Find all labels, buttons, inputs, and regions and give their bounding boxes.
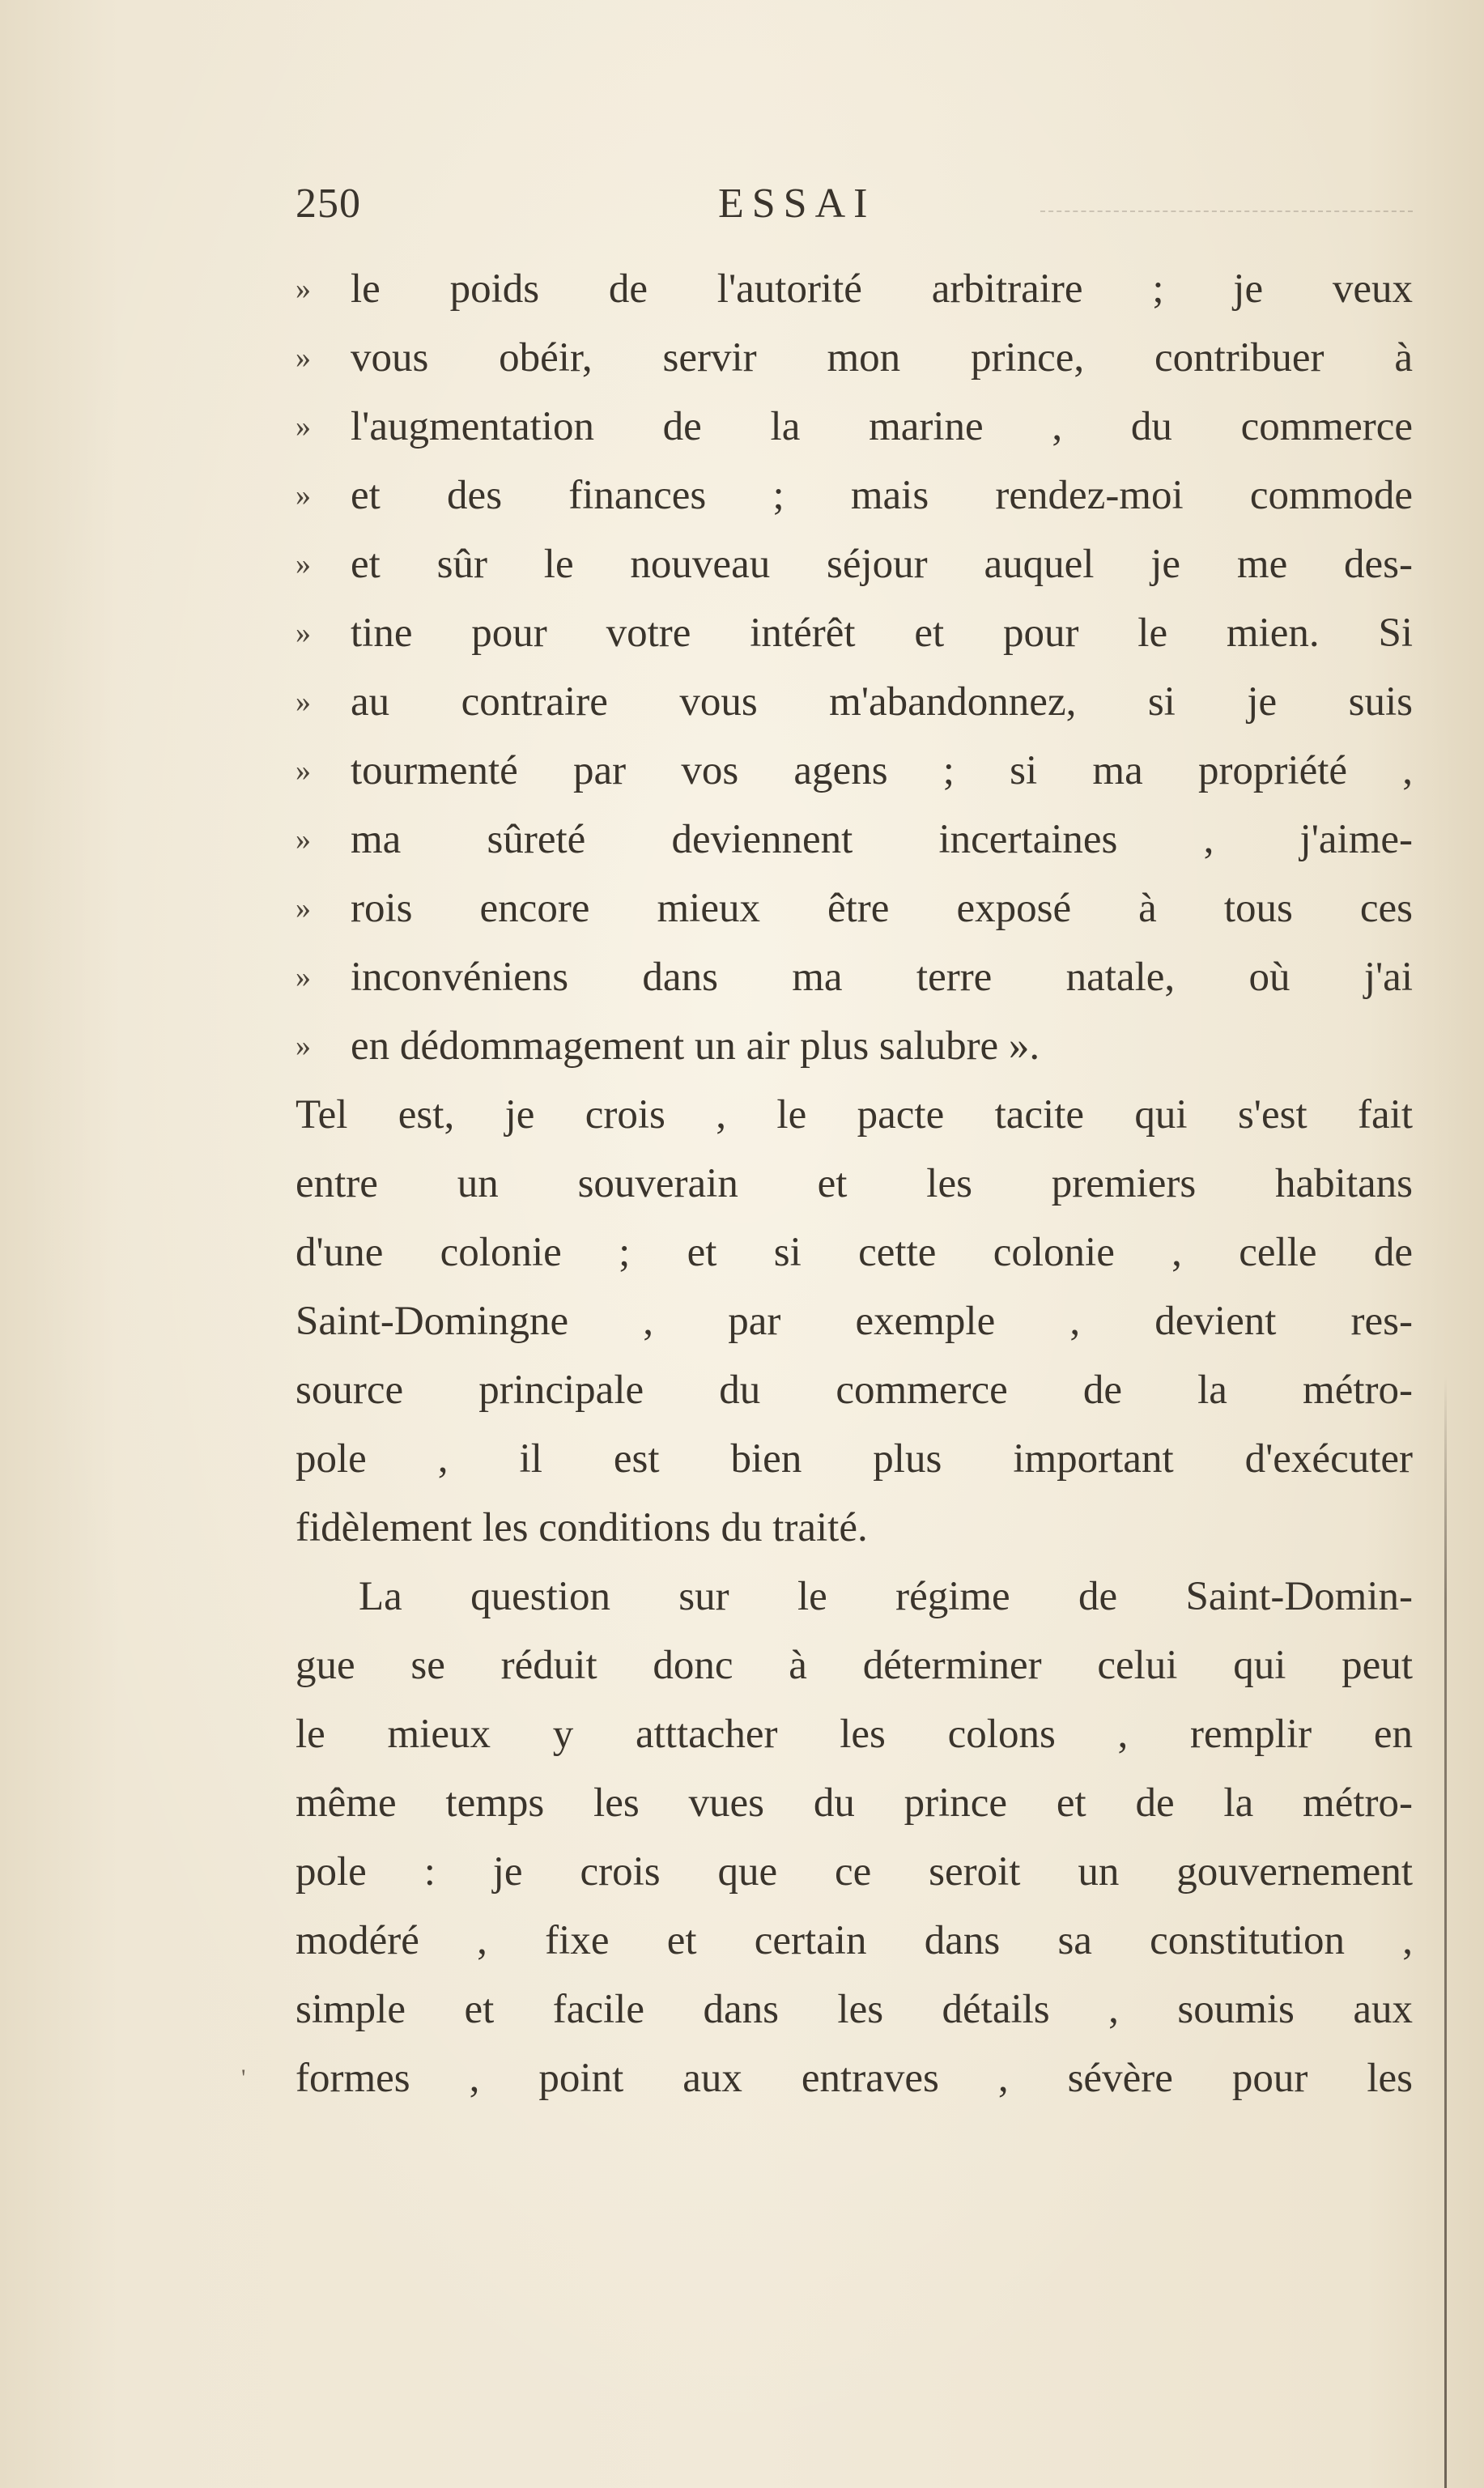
quote-mark: » (296, 341, 311, 375)
text-line (296, 324, 1413, 393)
text-line (296, 599, 1413, 668)
quote-mark: » (296, 754, 311, 788)
text-line (296, 461, 1413, 530)
quote-mark: » (296, 960, 311, 994)
text-line: le mieux y atttacher les colons , remplir en (296, 1712, 1413, 1757)
line-text: vous obéir, servir mon prince, contribuer à (351, 335, 1413, 381)
quote-mark: » (296, 547, 311, 581)
text-line: simple et facile dans les détails , soumis aux (296, 1987, 1413, 2032)
text-line: même temps les vues du prince et de la métro- (296, 1780, 1413, 1826)
quote-mark: » (296, 823, 311, 857)
text-line (296, 255, 1413, 324)
text-line: pole : je crois que ce seroit un gouvernement (296, 1849, 1413, 1895)
text-line: source principale du commerce de la métro- (296, 1367, 1413, 1413)
quote-mark: » (296, 685, 311, 719)
text-line (296, 668, 1413, 737)
quote-mark: » (296, 891, 311, 925)
text-line: fidèlement les conditions du traité. (296, 1505, 868, 1550)
line-text: rois encore mieux être exposé à tous ces (351, 886, 1413, 931)
text-line: d'une colonie ; et si cette colonie , celle de (296, 1230, 1413, 1275)
line-text: ma sûreté deviennent incertaines , j'aime- (351, 817, 1413, 862)
text-line: modéré , fixe et certain dans sa constitution , (296, 1918, 1413, 1963)
page-number: 250 (296, 181, 361, 227)
line-text: et sûr le nouveau séjour auquel je me des- (351, 542, 1413, 587)
header-rule (1040, 211, 1413, 212)
running-title: ESSAI (718, 181, 876, 227)
text-line: pole , il est bien plus important d'exécuter (296, 1436, 1413, 1482)
text-line: Tel est, je crois , le pacte tacite qui s'est fait (296, 1092, 1413, 1138)
body-text (296, 255, 1413, 2113)
page-header (296, 180, 1413, 245)
quote-mark: » (296, 410, 311, 444)
quote-mark: » (296, 1029, 311, 1063)
page-edge-shadow (1444, 1376, 1447, 2488)
margin-mark: ' (241, 2065, 246, 2091)
text-line: entre un souverain et les premiers habitans (296, 1161, 1413, 1206)
line-text: en dédommagement un air plus salubre ». (351, 1023, 1040, 1069)
text-line (296, 874, 1413, 943)
text-line: formes , point aux entraves , sévère pour les (296, 2056, 1413, 2101)
text-line: La question sur le régime de Saint-Domin- (359, 1574, 1413, 1619)
line-text: le poids de l'autorité arbitraire ; je veux (351, 266, 1413, 312)
text-line (296, 393, 1413, 461)
line-text: et des finances ; mais rendez-moi commode (351, 473, 1413, 518)
line-text: au contraire vous m'abandonnez, si je suis (351, 679, 1413, 725)
text-line (296, 943, 1413, 1012)
line-text: inconvéniens dans ma terre natale, où j'ai (351, 955, 1413, 1000)
text-line: Saint-Domingne , par exemple , devient res- (296, 1299, 1413, 1344)
line-text: tourmenté par vos agens ; si ma propriété , (351, 748, 1413, 793)
text-line (296, 737, 1413, 806)
text-line (296, 530, 1413, 599)
quote-mark: » (296, 616, 311, 650)
line-text: tine pour votre intérêt et pour le mien. Si (351, 610, 1413, 656)
text-line (296, 806, 1413, 874)
text-line: gue se réduit donc à déterminer celui qui peut (296, 1643, 1413, 1688)
quote-mark: » (296, 478, 311, 512)
quote-mark: » (296, 272, 311, 306)
text-line (296, 1012, 1413, 1081)
line-text: l'augmentation de la marine , du commerce (351, 404, 1413, 449)
